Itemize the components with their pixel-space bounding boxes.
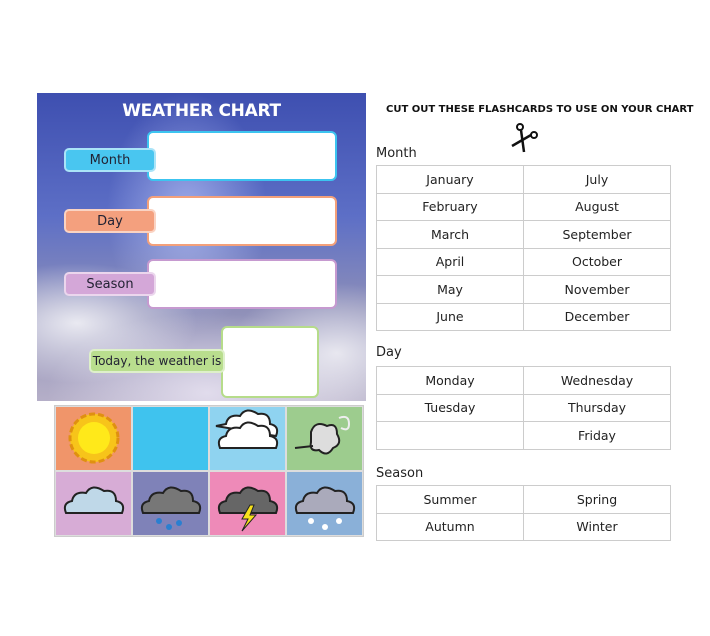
flashcard-row [377, 193, 671, 221]
flashcard: October [524, 248, 671, 276]
sun-icon [55, 406, 132, 471]
month-box [147, 131, 337, 181]
clouds-icon [209, 406, 286, 471]
blank-card [132, 406, 209, 471]
snow-icon [286, 471, 363, 536]
flashcard-row [377, 367, 671, 395]
flashcard: September [524, 221, 671, 249]
flashcard: Friday [524, 422, 671, 450]
flashcard: May [377, 276, 524, 304]
flashcard: Monday [377, 367, 524, 395]
flashcard-row [377, 166, 671, 194]
flashcard-row [377, 276, 671, 304]
flashcard: Thursday [524, 394, 671, 422]
flashcard: Spring [524, 486, 671, 514]
flashcard: Autumn [377, 513, 524, 541]
flashcard: Wednesday [524, 367, 671, 395]
day-label: Day [64, 209, 156, 233]
day-section-title: Day [376, 345, 402, 360]
wind-icon [286, 406, 363, 471]
flashcard: August [524, 193, 671, 221]
season-box [147, 259, 337, 309]
day-box [147, 196, 337, 246]
scissors-icon [508, 122, 540, 158]
day-flashcards [376, 366, 671, 450]
flashcard: November [524, 276, 671, 304]
flashcard: March [377, 221, 524, 249]
flashcard: Tuesday [377, 394, 524, 422]
flashcard: Summer [377, 486, 524, 514]
flashcard-row [377, 221, 671, 249]
flashcard-row [377, 394, 671, 422]
flashcard: April [377, 248, 524, 276]
weather-label: Today, the weather is [89, 349, 225, 373]
season-section-title: Season [376, 466, 424, 481]
month-flashcards [376, 165, 671, 331]
weather-chart-poster [37, 93, 366, 401]
storm-icon [209, 471, 286, 536]
rain-icon [132, 471, 209, 536]
flashcard-row [377, 513, 671, 541]
weather-box [221, 326, 319, 398]
month-section-title: Month [376, 146, 417, 161]
flashcard: Winter [524, 513, 671, 541]
month-label: Month [64, 148, 156, 172]
flashcard-row [377, 486, 671, 514]
flashcard: June [377, 303, 524, 331]
flashcard-row [377, 248, 671, 276]
flashcard: December [524, 303, 671, 331]
season-flashcards [376, 485, 671, 541]
flashcard: February [377, 193, 524, 221]
flashcard: July [524, 166, 671, 194]
chart-title: WEATHER CHART [122, 101, 281, 121]
weather-icon-grid [54, 405, 364, 537]
flashcard: January [377, 166, 524, 194]
flashcard [377, 422, 524, 450]
flashcards-header: CUT OUT THESE FLASHCARDS TO USE ON YOUR CHART [386, 104, 694, 115]
flashcard-row [377, 422, 671, 450]
cloud-icon [55, 471, 132, 536]
season-label: Season [64, 272, 156, 296]
flashcard-row [377, 303, 671, 331]
